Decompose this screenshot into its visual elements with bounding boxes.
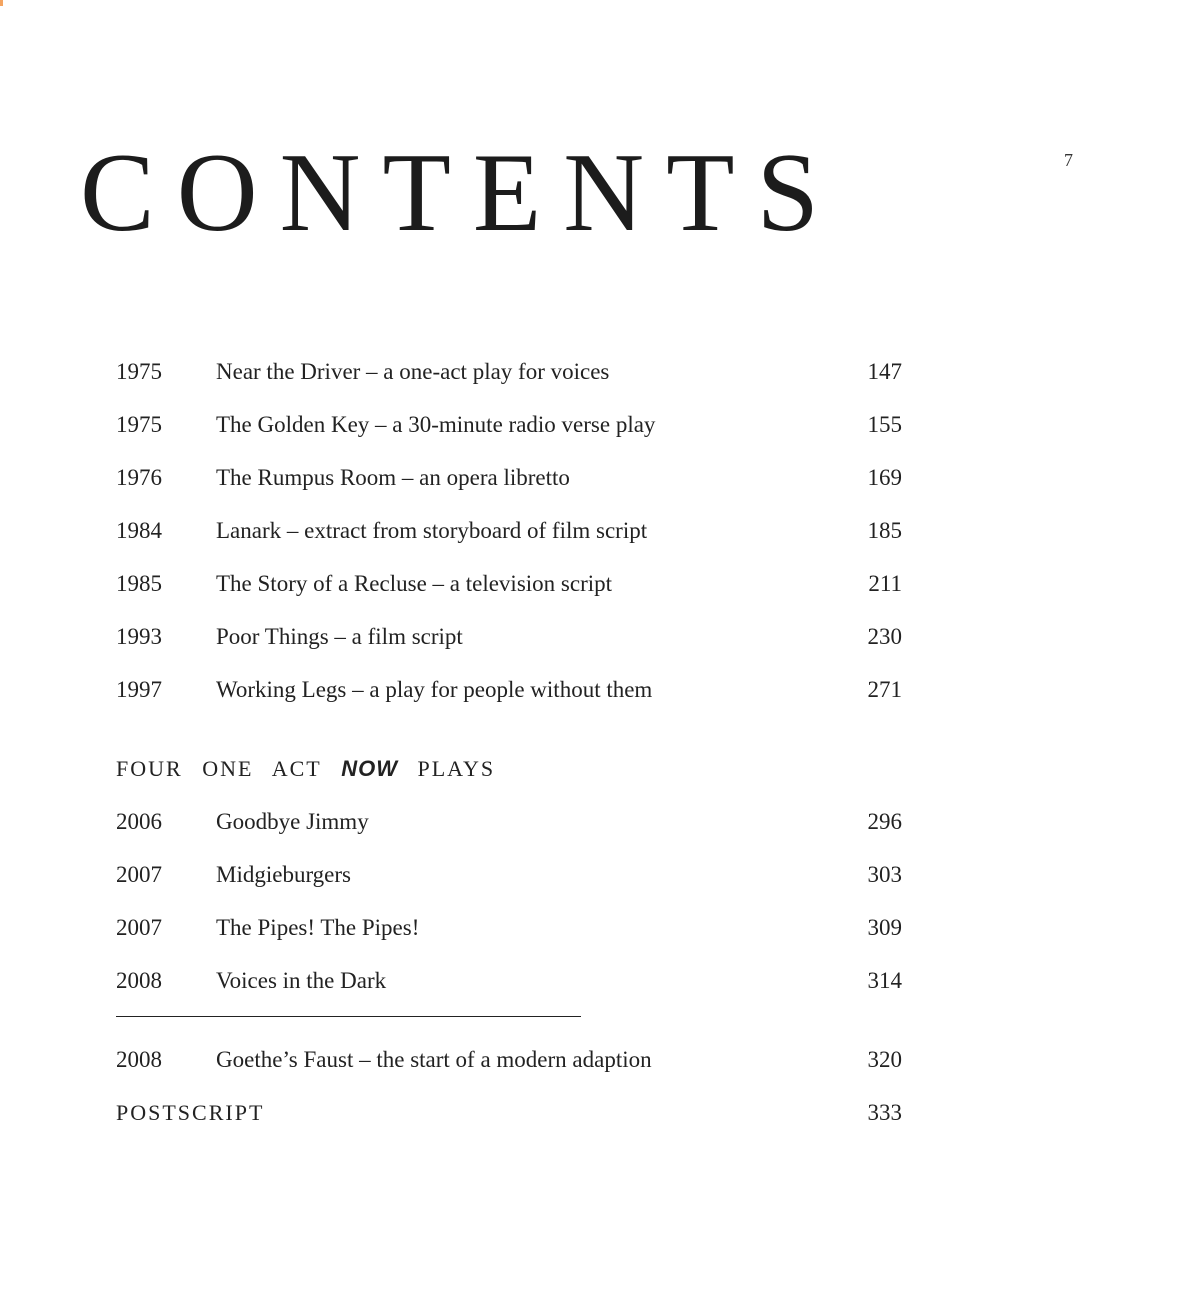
toc-entry-year: 2007 — [116, 915, 162, 940]
toc-entry-page: 169 — [867, 465, 902, 490]
toc-entry[interactable] — [116, 860, 902, 890]
toc-entry-title: Poor Things – a film script — [216, 624, 463, 649]
section-divider — [116, 1016, 581, 1017]
toc-entry[interactable] — [116, 622, 902, 652]
section-heading-word: ONE — [202, 756, 254, 781]
toc-entry[interactable] — [116, 913, 902, 943]
toc-entry-year: 2007 — [116, 862, 162, 887]
toc-entry-page: 230 — [867, 624, 902, 649]
toc-entry-title: Lanark – extract from storyboard of film script — [216, 518, 648, 543]
toc-entry[interactable] — [116, 1045, 902, 1075]
page-title: CONTENTS — [80, 131, 841, 256]
toc-entry-title: Near the Driver – a one-act play for voices — [216, 359, 610, 384]
toc-entry-page: 155 — [867, 412, 902, 437]
toc-entry-year: 1993 — [116, 624, 162, 649]
toc-entry-year: 1984 — [116, 518, 162, 543]
toc-entry-year: 1997 — [116, 677, 162, 702]
toc-entry-page: 147 — [867, 359, 902, 384]
toc-entry[interactable] — [116, 675, 902, 705]
toc-entry[interactable] — [116, 569, 902, 599]
toc-entry-title: The Story of a Recluse – a television script — [216, 571, 613, 596]
toc-entry-page: 320 — [867, 1047, 902, 1072]
toc-entry-year: 2008 — [116, 968, 162, 993]
section-heading-word: ACT — [271, 756, 322, 781]
toc-entry[interactable] — [116, 463, 902, 493]
toc-entry[interactable] — [116, 966, 902, 996]
toc-entry-page: 296 — [867, 809, 902, 834]
postscript-label: POSTSCRIPT — [116, 1100, 265, 1125]
toc-entry-year: 1976 — [116, 465, 162, 490]
section-heading — [116, 754, 495, 784]
section-heading-emphasis: NOW — [341, 756, 398, 781]
section-heading-word: PLAYS — [417, 756, 496, 781]
toc-entry-year: 1975 — [116, 412, 162, 437]
toc-entry-title: The Pipes! The Pipes! — [216, 915, 420, 940]
toc-entry-page: 314 — [867, 968, 902, 993]
toc-entry-title: Goethe’s Faust – the start of a modern adaption — [216, 1047, 652, 1072]
toc-entry-title: The Rumpus Room – an opera libretto — [216, 465, 570, 490]
toc-entry[interactable] — [116, 410, 902, 440]
toc-entry-year: 1985 — [116, 571, 162, 596]
postscript-page: 333 — [867, 1100, 902, 1125]
toc-entry-year: 1975 — [116, 359, 162, 384]
toc-entry-postscript[interactable] — [116, 1098, 902, 1128]
toc-entry[interactable] — [116, 807, 902, 837]
toc-entry-year: 2008 — [116, 1047, 162, 1072]
toc-entry[interactable] — [116, 357, 902, 387]
toc-entry-page: 271 — [867, 677, 902, 702]
toc-entry-page: 185 — [867, 518, 902, 543]
toc-entry-page: 309 — [867, 915, 902, 940]
page-number: 7 — [1064, 150, 1073, 170]
toc-entry-title: Voices in the Dark — [216, 968, 387, 993]
toc-entry-page: 303 — [867, 862, 902, 887]
toc-entry-year: 2006 — [116, 809, 162, 834]
toc-entry-page: 211 — [868, 571, 902, 596]
toc-entry-title: Working Legs – a play for people without them — [216, 677, 653, 702]
toc-entry-title: The Golden Key – a 30-minute radio verse play — [216, 412, 656, 437]
toc-entry-title: Goodbye Jimmy — [216, 809, 369, 834]
corner-crop-mark — [0, 0, 3, 6]
toc-entry[interactable] — [116, 516, 902, 546]
toc-entry-title: Midgieburgers — [216, 862, 352, 887]
section-heading-word: FOUR — [116, 756, 183, 781]
